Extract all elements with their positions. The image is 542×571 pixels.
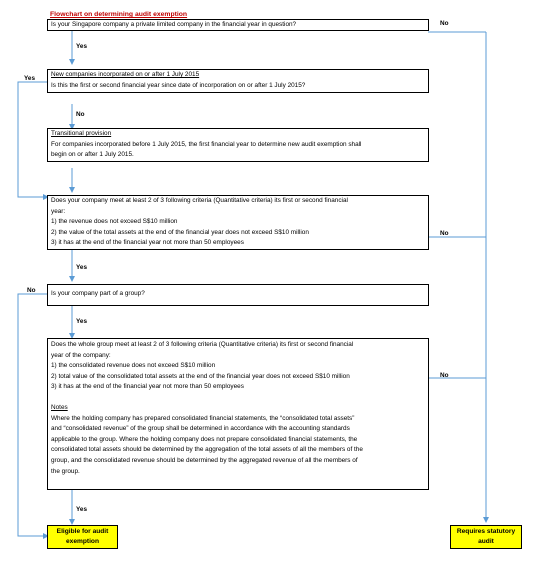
- outcome-audit-line2: audit: [478, 538, 494, 545]
- notes-line6: the group.: [51, 467, 80, 475]
- arrow-q2-yes-branch: [18, 82, 47, 197]
- no-label-1: No: [440, 20, 449, 27]
- yes-label-3: Yes: [76, 318, 88, 325]
- yes-label-1: Yes: [76, 43, 88, 50]
- question-group: [47, 284, 429, 306]
- transitional-provision-line2: begin on or after 1 July 2015.: [51, 151, 134, 159]
- no-label-2: No: [76, 111, 85, 118]
- transitional-provision: [47, 128, 429, 162]
- group-criteria-line4: 2) total value of the consolidated total assets at the end of the financial year does not exceed S$10 million: [51, 372, 350, 380]
- no-label-3: No: [440, 230, 449, 237]
- outcome-requires-audit: [450, 525, 522, 549]
- question-group-criteria: [47, 338, 429, 490]
- transitional-provision-line1: For companies incorporated before 1 July 2015, the first financial year to determine new audit exemption shall: [51, 140, 362, 148]
- company-criteria-line4: 2) the value of the total assets at the end of the financial year does not exceed S$10 million: [51, 228, 309, 236]
- outcome-eligible-line2: exemption: [66, 538, 99, 545]
- question-company-criteria: [47, 195, 429, 250]
- question-new-company-heading: New companies incorporated on or after 1 July 2015: [51, 71, 200, 78]
- notes-line5: group, and the consolidated revenue should be determined by the aggregated revenue of all the members of: [51, 456, 358, 464]
- outcome-eligible-exemption: [47, 525, 118, 549]
- page-title: Flowchart on determining audit exemption: [50, 11, 188, 18]
- transitional-provision-heading: Transitional provision: [51, 130, 112, 137]
- notes-heading: Notes: [51, 403, 68, 411]
- question-private-company: [47, 19, 429, 31]
- notes-line4: consolidated total assets should be determined by the aggregation of the total assets of all the members of the: [51, 446, 363, 454]
- notes-line1: Where the holding company has prepared consolidated financial statements, the “consolidated total assets”: [51, 414, 355, 422]
- company-criteria-line2: year:: [51, 207, 66, 215]
- group-criteria-line3: 1) the consolidated revenue does not exceed S$10 million: [51, 362, 216, 370]
- no-label-left: No: [27, 287, 36, 294]
- question-new-company: [47, 69, 429, 93]
- question-private-company-text: Is your Singapore company a private limited company in the financial year in question?: [51, 21, 297, 28]
- yes-label-2: Yes: [76, 264, 88, 271]
- question-new-company-text: Is this the first or second financial year since date of incorporation on or after 1 July 2015?: [51, 81, 306, 89]
- notes-line2: and “consolidated revenue” of the group shall be determined in accordance with the accounting standards: [51, 425, 350, 433]
- group-criteria-line2: year of the company:: [51, 351, 111, 359]
- company-criteria-line3: 1) the revenue does not exceed S$10 million: [51, 218, 178, 226]
- notes-line3: applicable to the group. Where the holding company does not prepare consolidated financial statements, the: [51, 435, 358, 443]
- group-criteria-line1: Does the whole group meet at least 2 of 3 following criteria (Quantitative criteria) its first or second financial: [51, 341, 354, 348]
- company-criteria-line5: 3) it has at the end of the financial year not more than 50 employees: [51, 239, 244, 247]
- group-criteria-line5: 3) it has at the end of the financial year not more than 50 employees: [51, 383, 244, 391]
- yes-label-4: Yes: [76, 506, 88, 513]
- yes-label-left: Yes: [24, 75, 36, 82]
- outcome-eligible-line1: Eligible for audit: [56, 528, 109, 535]
- company-criteria-line1: Does your company meet at least 2 of 3 following criteria (Quantitative criteria) its first or second financial: [51, 197, 348, 204]
- arrow-q5-no-branch: [18, 294, 47, 536]
- outcome-audit-line1: Requires statutory: [456, 528, 516, 535]
- no-label-4: No: [440, 372, 449, 379]
- question-group-text: Is your company part of a group?: [51, 290, 145, 297]
